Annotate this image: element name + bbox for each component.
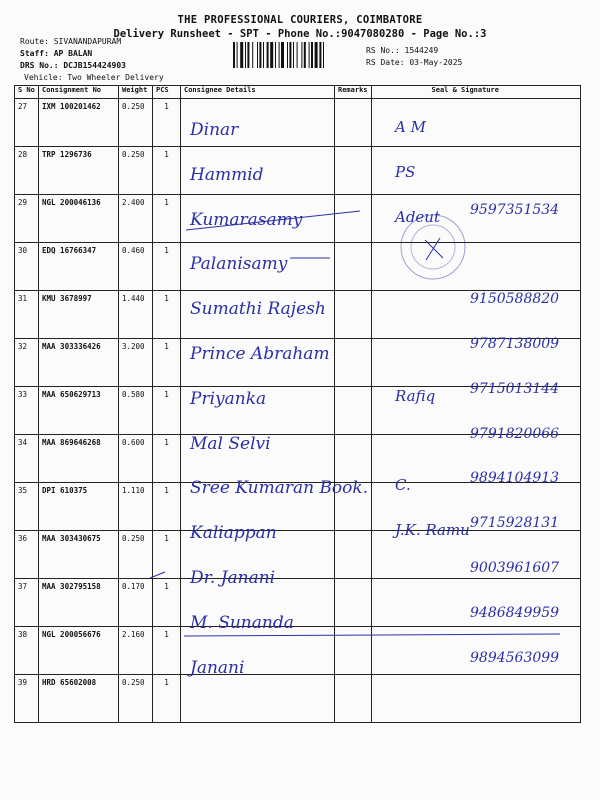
row-consignment: MAA 650629713 — [39, 387, 119, 435]
barcode-bar — [319, 42, 321, 68]
receiver-signature: Adeut — [395, 207, 440, 226]
row-pcs: 1 — [153, 675, 181, 723]
row-weight: 0.250 — [119, 147, 153, 195]
receiver-phone: 9486849959 — [470, 604, 560, 621]
row-consignment: MAA 302795158 — [39, 579, 119, 627]
row-sno: 32 — [15, 339, 39, 387]
consignee-handwriting: Priyanka — [190, 388, 267, 409]
barcode-bar — [257, 42, 258, 68]
row-sno: 38 — [15, 627, 39, 675]
barcode-bar — [237, 42, 238, 68]
receiver-phone: 9150588820 — [470, 291, 560, 308]
barcode-bar — [279, 42, 280, 68]
row-remarks-cell — [335, 675, 372, 723]
company-title: THE PROFESSIONAL COURIERS, COIMBATORE — [177, 14, 423, 26]
row-sno: 27 — [15, 99, 39, 147]
row-sno: 29 — [15, 195, 39, 243]
consignee-handwriting: Mal Selvi — [190, 433, 271, 454]
table-row — [15, 147, 581, 195]
row-consignment: EDQ 16766347 — [39, 243, 119, 291]
row-consignment: MAA 303430675 — [39, 531, 119, 579]
col-consignment: Consignment No — [39, 86, 119, 99]
consignee-handwriting: Janani — [190, 657, 245, 678]
row-pcs: 1 — [153, 147, 181, 195]
row-pcs: 1 — [153, 243, 181, 291]
row-pcs: 1 — [153, 627, 181, 675]
barcode-bar — [259, 42, 261, 68]
receiver-signature: Rafiq — [395, 386, 436, 405]
barcode-bar — [293, 42, 294, 68]
col-consignee: Consignee Details — [181, 86, 335, 99]
route-label: Route: SIVANANDAPURAM — [20, 37, 122, 46]
barcode-bar — [240, 42, 243, 68]
receiver-phone: 9715013144 — [470, 380, 560, 397]
consignee-handwriting: Kaliappan — [190, 523, 277, 544]
row-remarks-cell — [335, 243, 372, 291]
receiver-signature: C. — [395, 476, 411, 495]
receiver-signature: A M — [395, 118, 426, 136]
row-sno: 36 — [15, 531, 39, 579]
table-row — [15, 675, 581, 723]
row-consignment: TRP 1296736 — [39, 147, 119, 195]
col-pcs: PCS — [153, 86, 181, 99]
consignee-handwriting: M. Sunanda — [190, 612, 294, 633]
barcode-bar — [289, 42, 291, 68]
barcode-bar — [267, 42, 269, 68]
consignee-handwriting: Kumarasamy — [190, 209, 303, 230]
runsheet-subtitle: Delivery Runsheet - SPT - Phone No.:9047080280 - Page No.:3 — [113, 28, 487, 40]
barcode-bar — [233, 42, 235, 68]
row-weight: 0.580 — [119, 387, 153, 435]
row-sno: 39 — [15, 675, 39, 723]
row-remarks-cell — [335, 627, 372, 675]
receiver-signature: PS — [395, 162, 416, 181]
consignee-handwriting: Hammid — [190, 164, 264, 185]
consignee-handwriting: Sumathi Rajesh — [190, 299, 326, 320]
receiver-phone: 9791820066 — [470, 425, 560, 442]
table-header-row — [15, 86, 581, 99]
barcode-bar — [297, 42, 298, 68]
row-sno: 28 — [15, 147, 39, 195]
row-sno: 35 — [15, 483, 39, 531]
consignee-handwriting: Dinar — [190, 120, 239, 140]
row-remarks-cell — [335, 579, 372, 627]
row-sno: 33 — [15, 387, 39, 435]
row-remarks-cell — [335, 291, 372, 339]
row-consignment: DPI 610375 — [39, 483, 119, 531]
col-weight: Weight — [119, 86, 153, 99]
row-pcs: 1 — [153, 339, 181, 387]
barcode-bar — [275, 42, 276, 68]
row-consignment: KMU 3678997 — [39, 291, 119, 339]
drs-label: DRS No.: DCJB154424903 — [20, 61, 126, 70]
row-sno: 34 — [15, 435, 39, 483]
consignee-handwriting: Sree Kumaran Book. — [190, 478, 369, 499]
row-pcs: 1 — [153, 483, 181, 531]
barcode-bar — [315, 42, 318, 68]
barcode-bar — [311, 42, 313, 68]
barcode-bar — [245, 42, 246, 68]
barcode-bar — [287, 42, 288, 68]
row-weight: 1.440 — [119, 291, 153, 339]
barcode-bar — [247, 42, 249, 68]
barcode-bar — [309, 42, 310, 68]
row-pcs: 1 — [153, 291, 181, 339]
barcode-bar — [252, 42, 253, 68]
barcode-bar — [270, 42, 273, 68]
row-weight: 1.110 — [119, 483, 153, 531]
row-sno: 37 — [15, 579, 39, 627]
row-consignment: NGL 200056676 — [39, 627, 119, 675]
receiver-phone: 9787138009 — [470, 336, 560, 352]
row-pcs: 1 — [153, 195, 181, 243]
row-pcs: 1 — [153, 531, 181, 579]
col-sno: S No — [15, 86, 39, 99]
receiver-phone: 9894104913 — [470, 470, 560, 487]
consignee-handwriting: Palanisamy — [190, 254, 288, 275]
consignee-handwriting: Prince Abraham — [190, 344, 330, 364]
rs-number: RS No.: 1544249 — [366, 46, 439, 55]
row-sno: 31 — [15, 291, 39, 339]
row-remarks-cell — [335, 531, 372, 579]
consignee-handwriting: Dr. Janani — [190, 568, 276, 588]
barcode-bar — [301, 42, 302, 68]
barcode — [233, 42, 355, 68]
row-weight: 0.250 — [119, 531, 153, 579]
row-remarks-cell — [335, 435, 372, 483]
row-consignment: HRD 65602008 — [39, 675, 119, 723]
row-weight: 0.600 — [119, 435, 153, 483]
row-weight: 0.460 — [119, 243, 153, 291]
row-pcs: 1 — [153, 387, 181, 435]
receiver-phone: 9715928131 — [470, 515, 560, 532]
barcode-bar — [263, 42, 264, 68]
row-consignment: MAA 869646268 — [39, 435, 119, 483]
row-remarks-cell — [335, 339, 372, 387]
row-remarks-cell — [335, 195, 372, 243]
row-weight: 2.400 — [119, 195, 153, 243]
receiver-phone: 9597351534 — [470, 201, 560, 218]
rs-date: RS Date: 03-May-2025 — [366, 58, 463, 67]
row-sno: 30 — [15, 243, 39, 291]
row-signature-cell — [371, 243, 580, 291]
barcode-bar — [281, 42, 284, 68]
table-row — [15, 99, 581, 147]
barcode-bar — [323, 42, 324, 68]
runsheet-table — [14, 85, 581, 723]
row-weight: 3.200 — [119, 339, 153, 387]
receiver-phone: 9003961607 — [470, 560, 560, 576]
row-signature-cell — [371, 675, 580, 723]
row-remarks-cell — [335, 147, 372, 195]
row-consignee-cell — [181, 675, 335, 723]
table-row — [15, 243, 581, 291]
vehicle-label: Vehicle: Two Wheeler Delivery — [24, 73, 164, 82]
row-remarks-cell — [335, 99, 372, 147]
receiver-signature: J.K. Ramu — [395, 521, 470, 540]
row-remarks-cell — [335, 387, 372, 435]
row-pcs: 1 — [153, 435, 181, 483]
barcode-bar — [304, 42, 306, 68]
row-weight: 0.170 — [119, 579, 153, 627]
staff-label: Staff: AP BALAN — [20, 49, 93, 58]
row-weight: 2.160 — [119, 627, 153, 675]
row-weight: 0.250 — [119, 675, 153, 723]
row-consignment: IXM 100201462 — [39, 99, 119, 147]
col-remarks: Remarks — [335, 86, 372, 99]
row-pcs: 1 — [153, 99, 181, 147]
receiver-phone: 9894563099 — [470, 649, 560, 666]
row-pcs: 1 — [153, 579, 181, 627]
col-signature: Seal & Signature — [371, 86, 580, 99]
row-consignment: NGL 200046136 — [39, 195, 119, 243]
row-consignment: MAA 303336426 — [39, 339, 119, 387]
row-weight: 0.250 — [119, 99, 153, 147]
